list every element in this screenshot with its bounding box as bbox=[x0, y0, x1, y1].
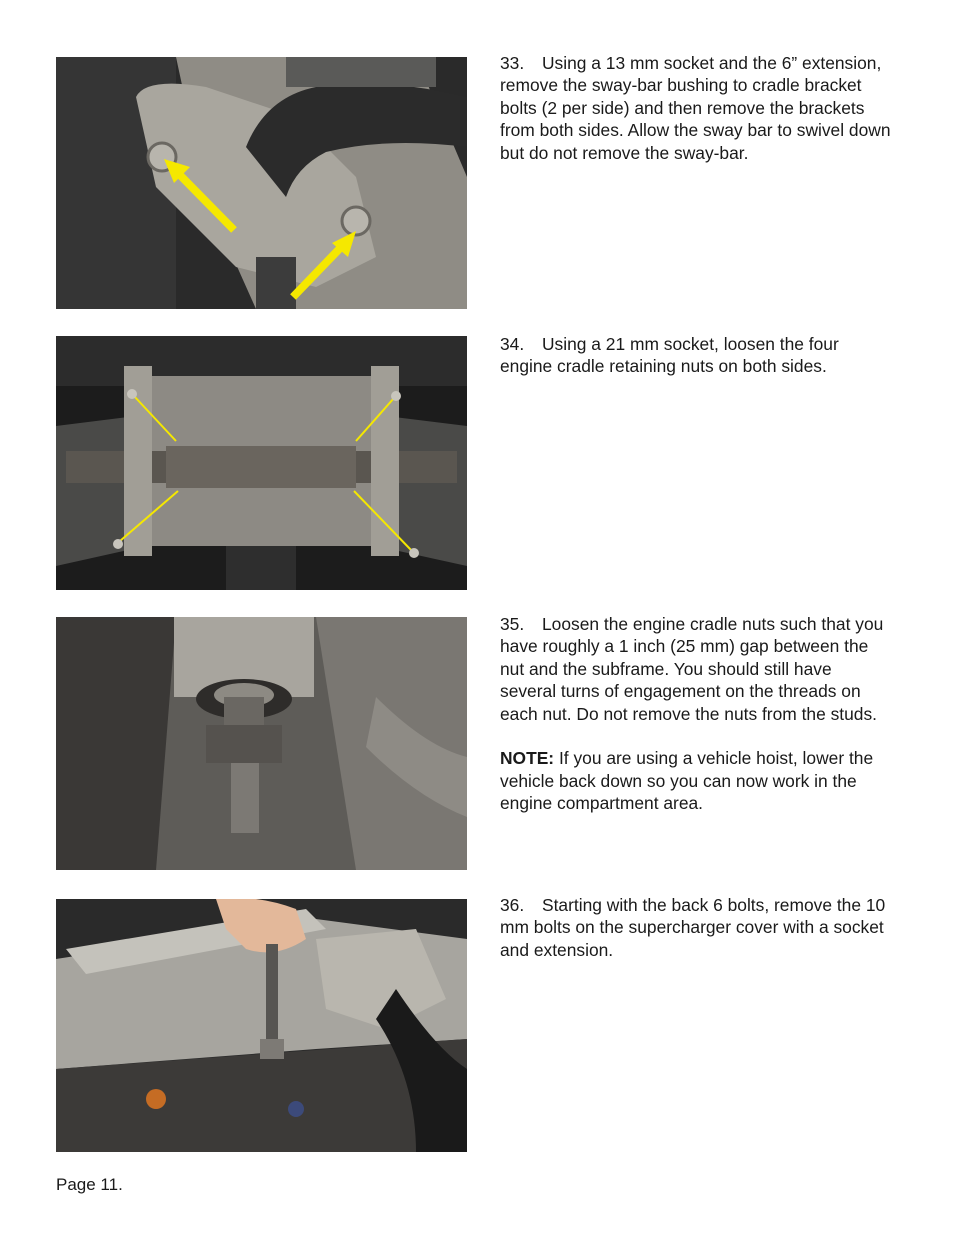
step-35-photo bbox=[56, 617, 467, 870]
step-34 bbox=[500, 333, 892, 378]
step-number: 35. bbox=[500, 614, 525, 634]
step-text: Loosen the engine cradle nuts such that you have roughly a 1 inch (25 mm) gap between the nut and the subframe. You should still have several turns of engagement on the threads on each nut. Do not remove the nuts from the studs. bbox=[500, 614, 884, 724]
step-36 bbox=[500, 894, 892, 961]
note-text: If you are using a vehicle hoist, lower the vehicle back down so you can now work in the engine compartment area. bbox=[500, 748, 874, 814]
step-text: Using a 21 mm socket, loosen the four engine cradle retaining nuts on both sides. bbox=[500, 334, 839, 377]
engine-cradle-image bbox=[56, 336, 467, 590]
supercharger-cover-image bbox=[56, 899, 467, 1152]
step-number: 34. bbox=[500, 334, 525, 354]
step-34-photo bbox=[56, 336, 467, 590]
step-33-photo bbox=[56, 57, 467, 309]
page-number: Page 11. bbox=[56, 1175, 123, 1194]
step-36-photo bbox=[56, 899, 467, 1152]
step-33 bbox=[500, 52, 892, 164]
step-number: 33. bbox=[500, 53, 525, 73]
step-number: 36. bbox=[500, 895, 525, 915]
note bbox=[500, 747, 892, 814]
cradle-nut-image bbox=[56, 617, 467, 870]
step-35 bbox=[500, 613, 892, 815]
step-text: Using a 13 mm socket and the 6” extension, remove the sway-bar bushing to cradle bracket bolts (2 per side) and then remove the brackets from both sides. Allow the sway bar to swivel down but do not remove the sway-bar. bbox=[500, 53, 891, 163]
step-text: Starting with the back 6 bolts, remove the 10 mm bolts on the supercharger cover with a socket and extension. bbox=[500, 895, 886, 960]
sway-bar-bracket-image bbox=[56, 57, 467, 309]
note-label: NOTE: bbox=[500, 748, 555, 769]
